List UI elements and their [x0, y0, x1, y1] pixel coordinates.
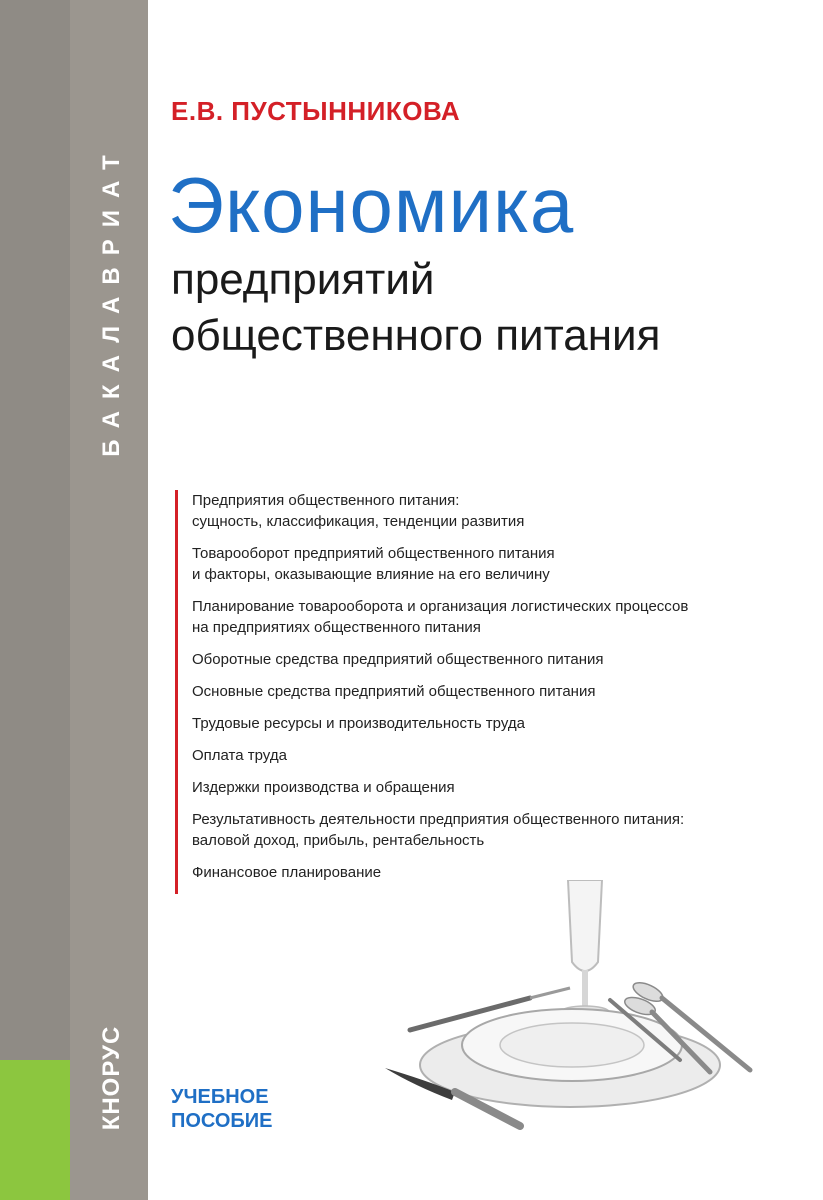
topic-line: на предприятиях общественного питания	[192, 619, 481, 636]
topic-item	[192, 490, 812, 532]
topic-item	[192, 713, 812, 734]
topic-line: Товарооборот предприятий общественного питания	[192, 545, 555, 562]
topic-line: Результативность деятельности предприятия общественного питания:	[192, 811, 685, 828]
topic-line: Основные средства предприятий общественного питания	[192, 683, 596, 700]
topic-line: сущность, классификация, тенденции развития	[192, 513, 525, 530]
book-type-line-2: ПОСОБИЕ	[171, 1110, 273, 1132]
plate-glass-cutlery-icon	[380, 880, 820, 1180]
topic-line: Оплата труда	[192, 747, 287, 764]
book-title: Экономика	[168, 161, 575, 249]
topic-item	[192, 596, 812, 638]
spine-band	[0, 0, 70, 1200]
topic-line: Издержки производства и обращения	[192, 779, 455, 796]
publisher-band	[0, 1060, 70, 1200]
topic-line: Предприятия общественного питания:	[192, 492, 460, 509]
topic-line: валовой доход, прибыль, рентабельность	[192, 832, 485, 849]
publisher-label: КНОРУС	[98, 1025, 125, 1131]
subtitle-line-2: общественного питания	[171, 311, 661, 360]
topic-line: и факторы, оказывающие влияние на его величину	[192, 566, 550, 583]
book-type-line-1: УЧЕБНОЕ	[171, 1086, 269, 1108]
wine-glass-icon	[561, 880, 609, 1018]
book-subtitle	[171, 252, 660, 364]
author-name: Е.В. ПУСТЫННИКОВА	[171, 96, 461, 126]
topic-item	[192, 649, 812, 670]
topic-item	[192, 745, 812, 766]
topic-line: Планирование товарооборота и организация логистических процессов	[192, 598, 689, 615]
series-label: БАКАЛАВРИАТ	[98, 143, 125, 457]
book-type-label	[171, 1085, 273, 1133]
topic-item	[192, 809, 812, 851]
topic-item	[192, 681, 812, 702]
subtitle-line-1: предприятий	[171, 255, 435, 304]
topic-line: Финансовое планирование	[192, 864, 382, 881]
topic-line: Оборотные средства предприятий общественного питания	[192, 651, 604, 668]
topics-list	[175, 490, 812, 894]
topic-item	[192, 777, 812, 798]
topic-item	[192, 543, 812, 585]
topic-line: Трудовые ресурсы и производительность труда	[192, 715, 525, 732]
